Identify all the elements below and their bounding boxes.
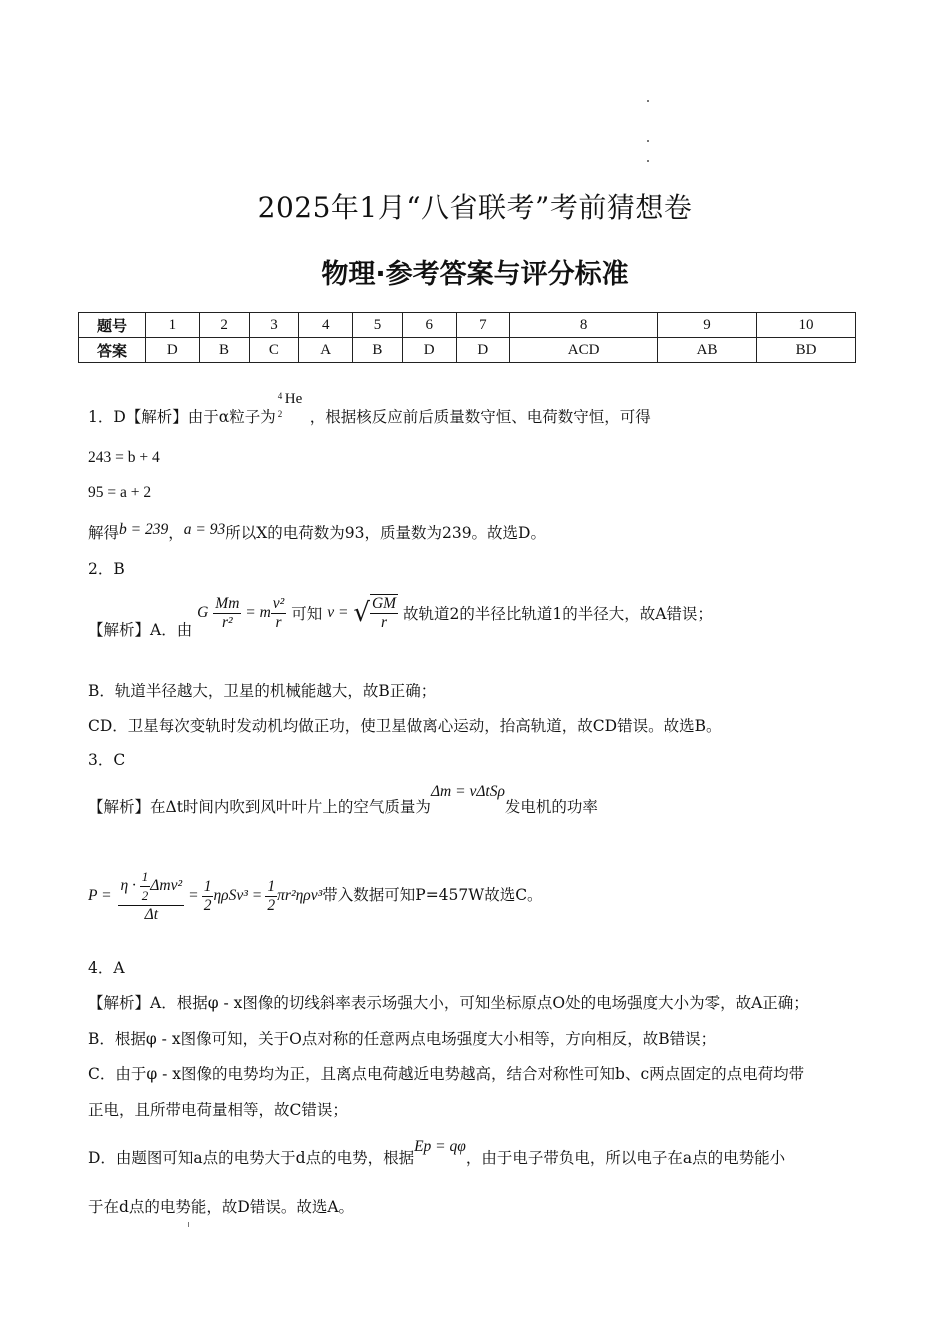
scan-dot: [647, 160, 649, 162]
he-charge: 2: [277, 409, 283, 419]
q3-power-eq: [88, 868, 543, 924]
eq-term-1: ηρSv³: [213, 887, 248, 904]
helium-symbol: [276, 391, 310, 425]
frac-v2-r: $\frac{\text{v²}}{r}$: [272, 594, 285, 631]
frac-power: η · $\frac{1}{2}$ Δmv² Δt: [120, 869, 183, 923]
eq-p: P =: [88, 887, 112, 904]
q2-a-post: 故轨道2的半径比轨道1的半径大，故A错误；: [402, 605, 713, 623]
q3-l1-eq: Δm = vΔtSρ: [430, 783, 505, 800]
q1-solution: [88, 521, 546, 543]
table-cell: BD: [756, 338, 855, 363]
q1-eq1: 243 = b + 4: [88, 449, 160, 466]
frac-mm-r2: $\frac{Mm}{\text{r²}}$: [215, 594, 240, 631]
eq-equals-2: =: [252, 887, 266, 904]
table-cell: 5: [353, 313, 403, 338]
q4-d1-post: ，由于电子带负电，所以电子在a点的电势能小: [465, 1149, 786, 1167]
eq-g: G: [197, 604, 209, 621]
he-label: He: [284, 391, 303, 407]
q1-eq2: 95 = a + 2: [88, 484, 152, 501]
page-subtitle: 物理·参考答案与评分标准: [321, 259, 629, 290]
table-cell: 2: [199, 313, 249, 338]
table-cell: A: [299, 338, 353, 363]
q1-sol-c: ，: [168, 524, 184, 542]
q1-head-line: [88, 391, 651, 427]
table-cell: AB: [658, 338, 757, 363]
q3-l1-post: 发电机的功率: [504, 798, 598, 816]
q1-head-tail: ，根据核反应前后质量数守恒、电荷数守恒，可得: [309, 408, 651, 426]
table-row: [79, 338, 856, 363]
q3-head: 3．C: [88, 751, 126, 769]
table-cell: 10: [756, 313, 855, 338]
q1-sol-b: b = 239: [119, 521, 169, 538]
row-header: 题号: [79, 313, 146, 338]
q4-head: 4．A: [88, 959, 125, 977]
table-row: [79, 313, 856, 338]
table-cell: D: [146, 338, 200, 363]
eq-equals-1: =: [189, 887, 202, 904]
q3-l1-pre: 【解析】在Δt时间内吹到风叶叶片上的空气质量为: [88, 798, 431, 816]
frac-half-2: $\frac{1}{2}$: [267, 877, 276, 914]
eq-term-2: πr²ηρv³: [277, 887, 323, 904]
q1-sol-e: 所以X的电荷数为93，质量数为239。故选D。: [225, 524, 546, 542]
q4-c1: C．由于φ - x图像的电势均为正，且离点电荷越近电势越高，结合对称性可知b、c两点固定的点电荷均带: [88, 1065, 805, 1083]
table-cell: 9: [658, 313, 757, 338]
frac-half-1: $\frac{1}{2}$: [203, 877, 212, 914]
q4-a: 【解析】A．根据φ - x图像的切线斜率表示场强大小，可知坐标原点O处的电场强度大小为零，故A正确；: [88, 994, 809, 1012]
q2-know: 可知: [291, 605, 328, 623]
q3-line1: [88, 783, 598, 817]
q4-c2: 正电，且所带电荷量相等，故C错误；: [88, 1101, 348, 1119]
q4-b: B．根据φ - x图像可知，关于O点对称的任意两点电场强度大小相等，方向相反，故B错误；: [88, 1030, 717, 1048]
table-cell: 7: [456, 313, 510, 338]
table-cell: B: [353, 338, 403, 363]
q2-a-pre: 【解析】A．由: [88, 621, 193, 639]
page-title: 2025年1月“八省联考”考前猜想卷: [257, 191, 693, 224]
q4-d1-eq: Ep = qφ: [414, 1138, 466, 1155]
table-cell: 8: [510, 313, 658, 338]
table-cell: C: [249, 338, 299, 363]
q2-head: 2．B: [88, 560, 125, 578]
table-cell: 3: [249, 313, 299, 338]
table-cell: B: [199, 338, 249, 363]
q1-sol-d: a = 93: [183, 521, 226, 538]
table-cell: ACD: [510, 338, 658, 363]
table-cell: D: [456, 338, 510, 363]
sqrt-icon: √: [353, 598, 370, 628]
row-header: 答案: [79, 338, 146, 363]
table-cell: 6: [402, 313, 456, 338]
q3-p-post: 带入数据可知P=457W故选C。: [322, 886, 543, 904]
table-cell: 4: [299, 313, 353, 338]
eq-v: v =: [327, 604, 349, 621]
scan-dot: [188, 1222, 189, 1227]
q2-a-line: [88, 594, 713, 639]
q1-sol-a: 解得: [88, 524, 120, 542]
answer-table: [78, 312, 856, 363]
eq-equals-m: = m: [241, 604, 271, 621]
table-cell: 1: [146, 313, 200, 338]
scan-dot: [647, 100, 649, 102]
scan-dot: [647, 140, 649, 142]
q1-head: 1．D【解析】由于α粒子为: [88, 408, 276, 426]
he-mass: 4: [277, 391, 283, 401]
q4-d1: [88, 1138, 786, 1168]
q2-b: B．轨道半径越大，卫星的机械能越大，故B正确；: [88, 682, 437, 700]
table-cell: D: [402, 338, 456, 363]
frac-gm-r: $\frac{GM}{r}$: [371, 595, 397, 631]
q2-cd: CD．卫星每次变轨时发动机均做正功，使卫星做离心运动，抬高轨道，故CD错误。故选B。: [88, 717, 722, 735]
q4-d1-pre: D．由题图可知a点的电势大于d点的电势，根据: [88, 1149, 415, 1167]
q4-d2: 于在d点的电势能，故D错误。故选A。: [88, 1198, 355, 1216]
